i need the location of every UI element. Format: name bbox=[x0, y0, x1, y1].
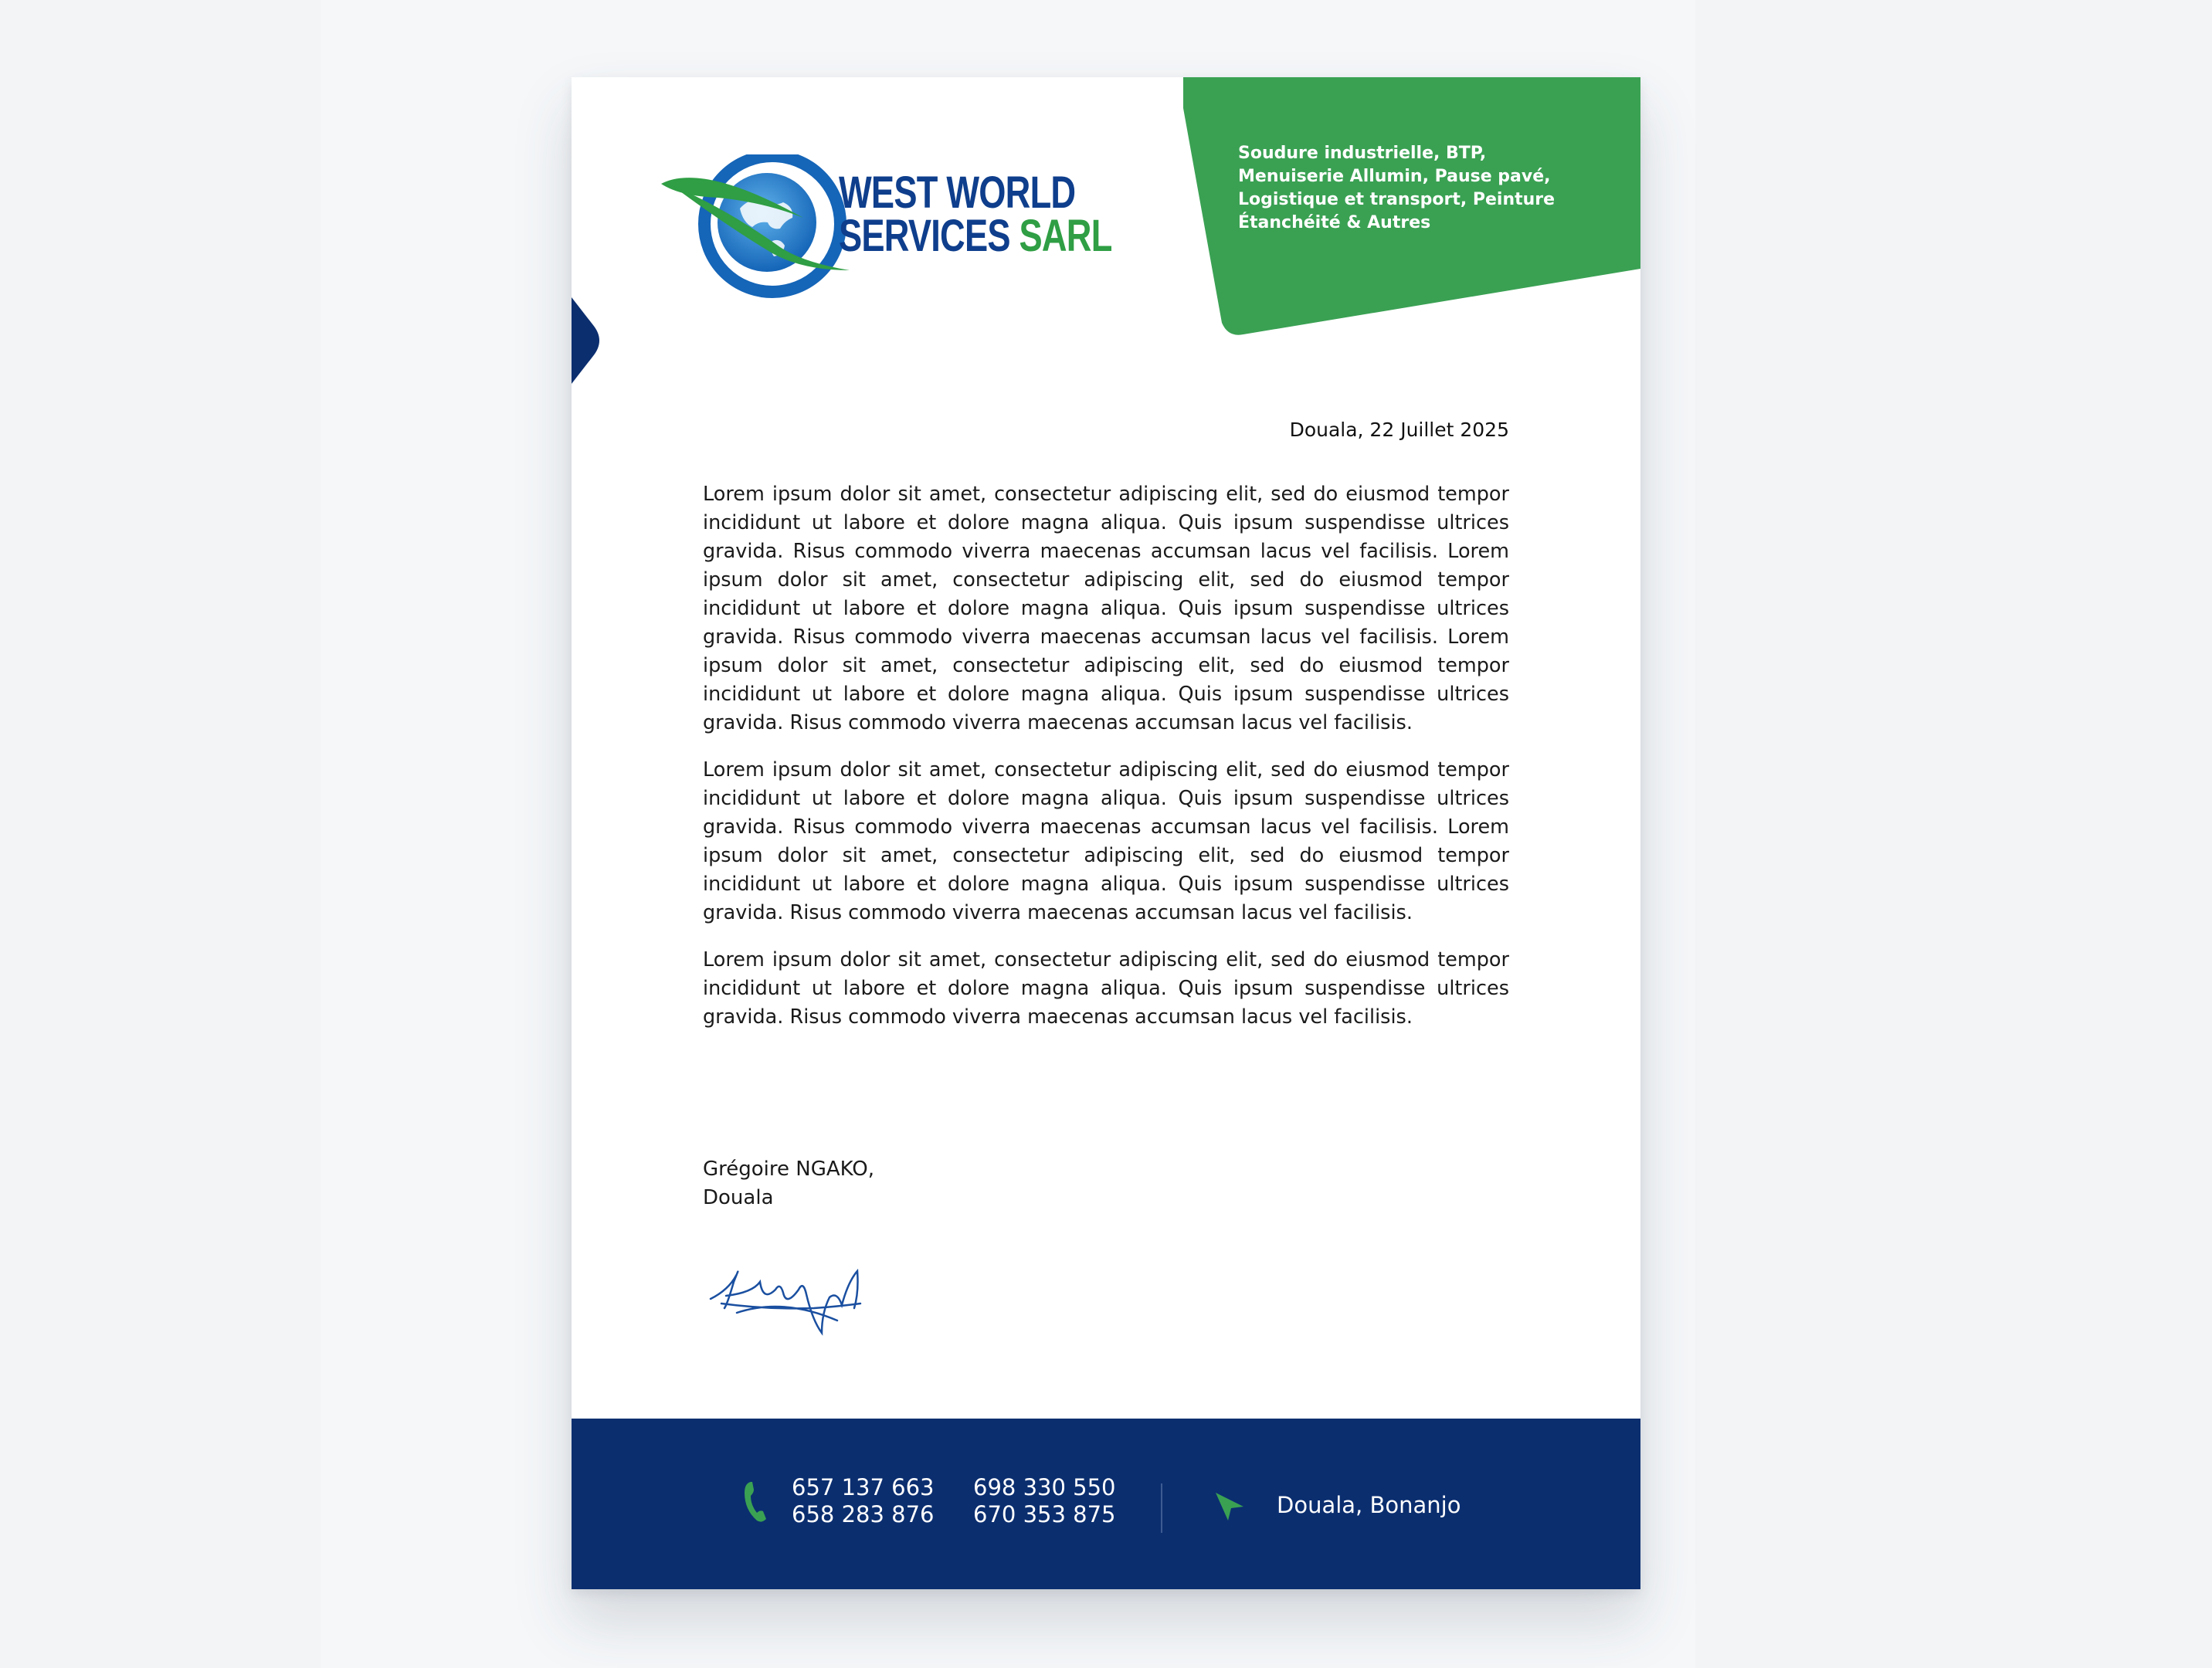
signer-name: Grégoire NGAKO, bbox=[703, 1158, 875, 1181]
signer-city: Douala bbox=[703, 1186, 774, 1209]
phone-number[interactable]: 657 137 663 bbox=[792, 1474, 935, 1500]
paragraph: Lorem ipsum dolor sit amet, consectetur adipiscing elit, sed do eiusmod tempor incididunt ut labore et dolore magna aliqua. Quis ipsum suspendisse ultrices gravida. Risus commodo viverra maecenas accumsan lacus vel facilisis. Lorem ipsum dolor sit amet, consectetur adipiscing elit, sed do eiusmod tempor incididunt ut labore et dolore magna aliqua. Quis ipsum suspendisse ultrices gravida. Risus commodo viverra maecenas accumsan lacus vel facilisis. Lorem ipsum dolor sit amet, consectetur adipiscing elit, sed do eiusmod tempor incididunt ut labore et dolore magna aliqua. Quis ipsum suspendisse ultrices gravida. Risus commodo viverra maecenas accumsan lacus vel facilisis. bbox=[703, 483, 1509, 734]
signer-block bbox=[703, 1155, 874, 1212]
phone-number[interactable]: 698 330 550 bbox=[973, 1474, 1116, 1500]
address: Douala, Bonanjo bbox=[1277, 1492, 1461, 1518]
letter-body bbox=[703, 480, 1509, 1050]
globe-logo-icon bbox=[656, 154, 857, 301]
footer-bar bbox=[572, 1419, 1640, 1589]
company-name-services: SERVICES bbox=[839, 211, 1010, 261]
handwritten-signature bbox=[706, 1259, 876, 1351]
company-name bbox=[839, 168, 1112, 261]
company-name-line1: WEST WORLD bbox=[839, 168, 1076, 218]
phone-number[interactable]: 658 283 876 bbox=[792, 1501, 935, 1527]
phone-number[interactable]: 670 353 875 bbox=[973, 1501, 1116, 1527]
letter-date: Douala, 22 Juillet 2025 bbox=[1289, 419, 1509, 441]
left-edge-tab bbox=[572, 297, 606, 384]
paragraph: Lorem ipsum dolor sit amet, consectetur adipiscing elit, sed do eiusmod tempor incididunt ut labore et dolore magna aliqua. Quis ipsum suspendisse ultrices gravida. Risus commodo viverra maecenas accumsan lacus vel facilisis. bbox=[703, 948, 1509, 1029]
company-logo bbox=[656, 154, 1112, 301]
letterhead-page bbox=[572, 77, 1640, 1589]
phone-column-2 bbox=[973, 1474, 1143, 1528]
services-list: Soudure industrielle, BTP, Menuiserie Allumin, Pause pavé, Logistique et transport, Peinture Étanchéité & Autres bbox=[1238, 144, 1556, 232]
company-name-line2 bbox=[839, 211, 1112, 261]
paragraph: Lorem ipsum dolor sit amet, consectetur adipiscing elit, sed do eiusmod tempor incididunt ut labore et dolore magna aliqua. Quis ipsum suspendisse ultrices gravida. Risus commodo viverra maecenas accumsan lacus vel facilisis. Lorem ipsum dolor sit amet, consectetur adipiscing elit, sed do eiusmod tempor incididunt ut labore et dolore magna aliqua. Quis ipsum suspendisse ultrices gravida. Risus commodo viverra maecenas accumsan lacus vel facilisis. bbox=[703, 758, 1509, 924]
navigation-arrow-icon bbox=[1213, 1490, 1247, 1524]
phone-column-1 bbox=[792, 1474, 962, 1528]
footer-divider bbox=[1161, 1483, 1162, 1533]
company-name-sarl: SARL bbox=[1019, 211, 1112, 261]
phone-icon bbox=[743, 1479, 769, 1524]
